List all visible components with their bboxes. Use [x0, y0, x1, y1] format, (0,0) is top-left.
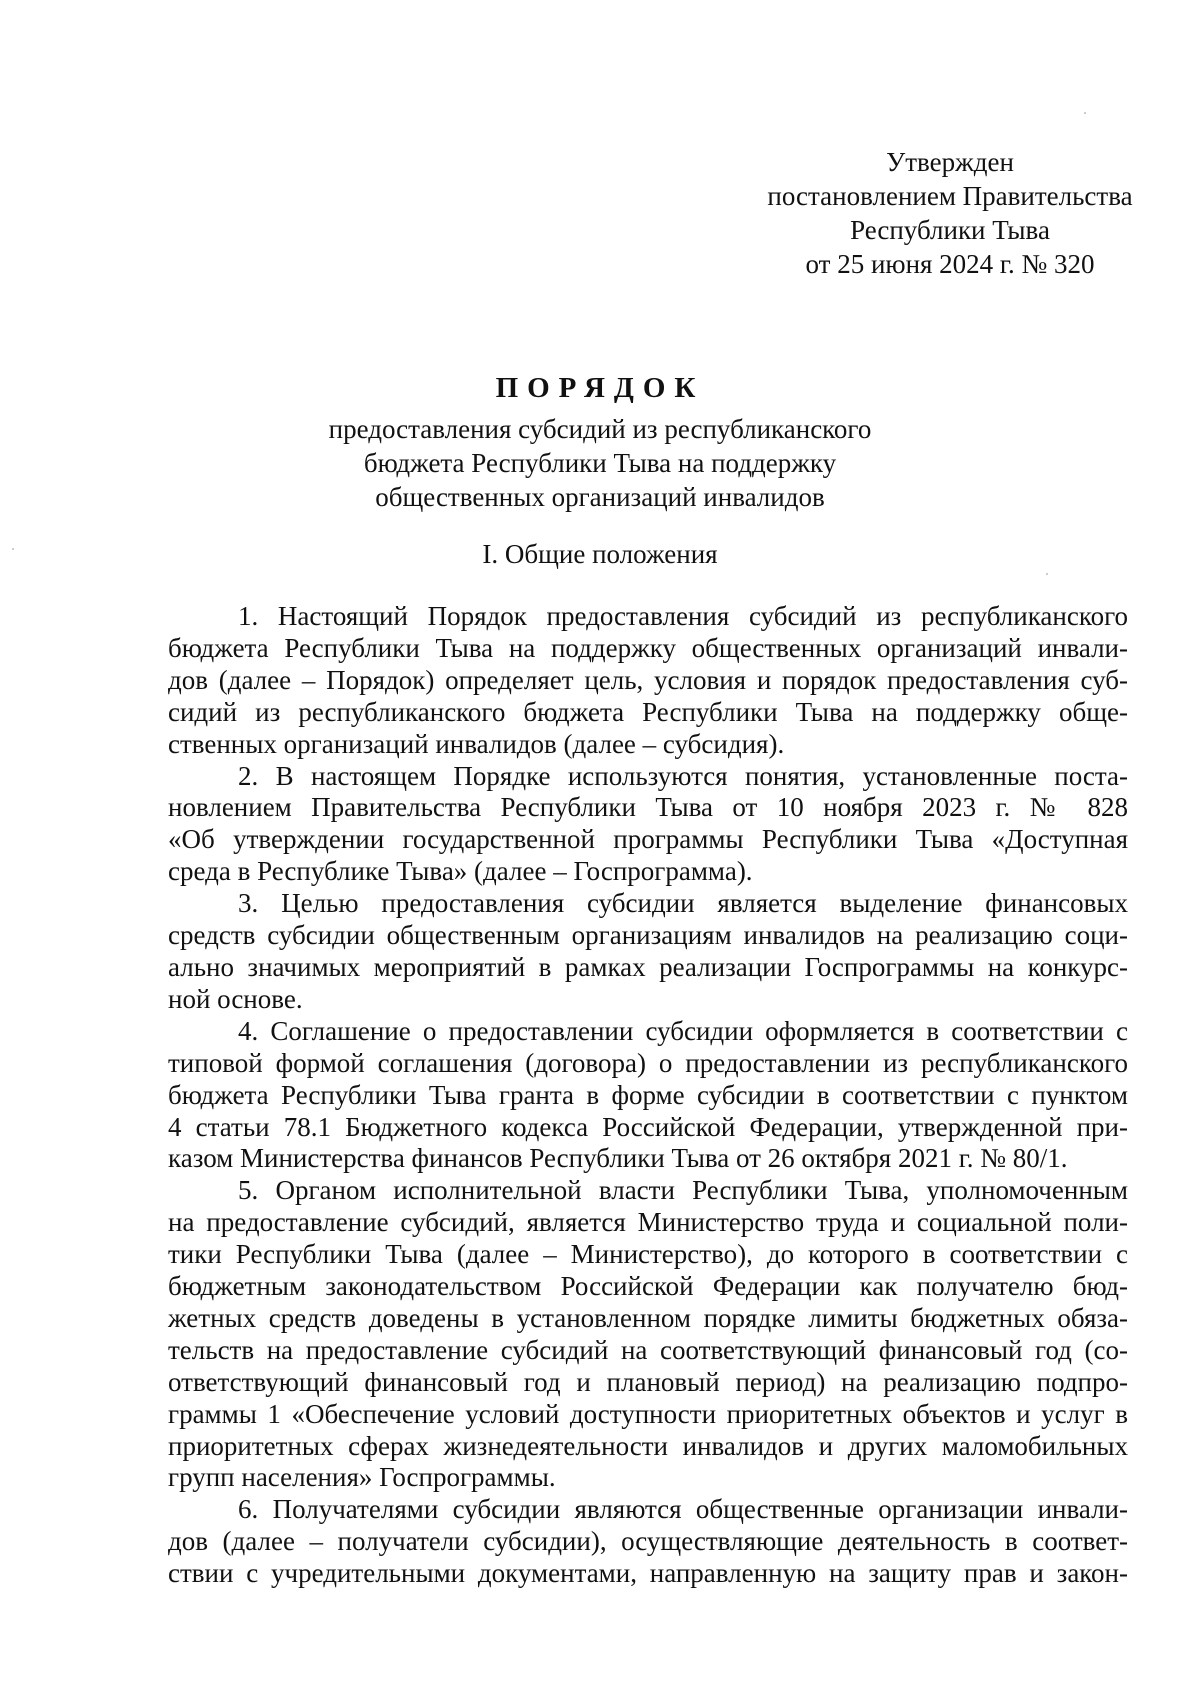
approval-line-republic: Республики Тыва [850, 215, 1050, 245]
document-title-block [250, 370, 950, 514]
paragraph-line: 1. Настоящий Порядок предоставления субсидий из республиканского [238, 601, 1128, 631]
paragraph-line: жетных средств доведены в установленном порядке лимиты бюджетных обяза- [168, 1302, 1128, 1333]
paragraph-line: типовой формой соглашения (договора) о предоставлении из республиканского [168, 1047, 1128, 1078]
paragraph-5 [168, 1175, 1128, 1494]
paragraph-line: бюджетным законодательством Российской Федерации как получателю бюд- [168, 1271, 1128, 1302]
paragraph-line: 5. Органом исполнительной власти Республики Тыва, уполномоченным [238, 1175, 1128, 1206]
paragraph-line: ответствующий финансовый год и плановый период) на реализацию подпро- [168, 1366, 1128, 1397]
paragraph-1 [168, 601, 1128, 761]
paragraph-line: тики Республики Тыва (далее – Министерство), до которого в соответствии с [168, 1239, 1128, 1270]
paragraph-line: сидий из республиканского бюджета Республики Тыва на поддержку обще- [168, 696, 1128, 727]
approval-line-approved: Утвержден [886, 147, 1014, 177]
paragraph-line: ствии с учредительными документами, направленную на защиту прав и закон- [168, 1558, 1128, 1589]
paragraph-line: 4. Соглашение о предоставлении субсидии оформляется в соответствии с [238, 1015, 1128, 1046]
paragraph-line: граммы 1 «Обеспечение условий доступности приоритетных объектов и услуг в [168, 1398, 1128, 1429]
approval-stamp [720, 145, 1180, 281]
scan-speck [1046, 573, 1048, 575]
paragraph-line: 4 статьи 78.1 Бюджетного кодекса Российской Федерации, утвержденной при- [168, 1111, 1128, 1142]
subtitle-line: бюджета Республики Тыва на поддержку [363, 448, 837, 478]
paragraph-line: 2. В настоящем Порядке используются понятия, установленные поста- [238, 760, 1128, 791]
section-heading: I. Общие положения [482, 539, 718, 569]
approval-line-resolution: постановлением Правительства [767, 181, 1133, 211]
scan-speck [1084, 112, 1086, 114]
paragraph-line: средств субсидии общественным организациям инвалидов на реализацию соци- [168, 920, 1128, 951]
paragraph-line: среда в Республике Тыва» (далее – Госпрограмма). [168, 856, 753, 887]
document-subtitle [250, 412, 950, 514]
paragraph-line: казом Министерства финансов Республики Тыва от 26 октября 2021 г. № 80/1. [168, 1143, 1068, 1174]
paragraph-line: бюджета Республики Тыва гранта в форме субсидии в соответствии с пунктом [168, 1079, 1128, 1110]
scan-speck [12, 548, 14, 550]
paragraph-line: новлением Правительства Республики Тыва от 10 ноября 2023 г. № 828 [168, 792, 1128, 823]
paragraph-2 [168, 761, 1128, 889]
paragraph-line: дов (далее – Порядок) определяет цель, условия и порядок предоставления суб- [168, 664, 1128, 695]
paragraph-line: групп населения» Госпрограммы. [168, 1462, 556, 1493]
paragraph-line: приоритетных сферах жизнедеятельности инвалидов и других маломобильных [168, 1430, 1128, 1461]
paragraph-line: тельств на предоставление субсидий на соответствующий финансовый год (со- [168, 1334, 1128, 1365]
paragraph-6 [168, 1494, 1128, 1590]
paragraph-line: на предоставление субсидий, является Министерство труда и социальной поли- [168, 1207, 1128, 1238]
subtitle-line: общественных организаций инвалидов [375, 482, 825, 512]
paragraph-line: 6. Получателями субсидии являются общественные организации инвали- [238, 1494, 1128, 1525]
paragraph-line: бюджета Республики Тыва на поддержку общественных организаций инвали- [168, 632, 1128, 663]
paragraph-line: ной основе. [168, 983, 303, 1014]
paragraph-3 [168, 888, 1128, 1016]
document-title: ПОРЯДОК [495, 372, 705, 404]
paragraph-line: ально значимых мероприятий в рамках реализации Госпрограммы на конкурс- [168, 951, 1128, 982]
subtitle-line: предоставления субсидий из республиканского [328, 414, 872, 444]
paragraph-line: ственных организаций инвалидов (далее – субсидия). [168, 728, 785, 759]
paragraph-line: 3. Целью предоставления субсидии является выделение финансовых [238, 888, 1128, 919]
paragraph-line: дов (далее – получатели субсидии), осуществляющие деятельность в соответ- [168, 1526, 1128, 1557]
document-body [168, 601, 1128, 1590]
paragraph-4 [168, 1016, 1128, 1176]
paragraph-line: «Об утверждении государственной программы Республики Тыва «Доступная [168, 824, 1128, 855]
approval-line-date: от 25 июня 2024 г. № 320 [805, 249, 1095, 279]
